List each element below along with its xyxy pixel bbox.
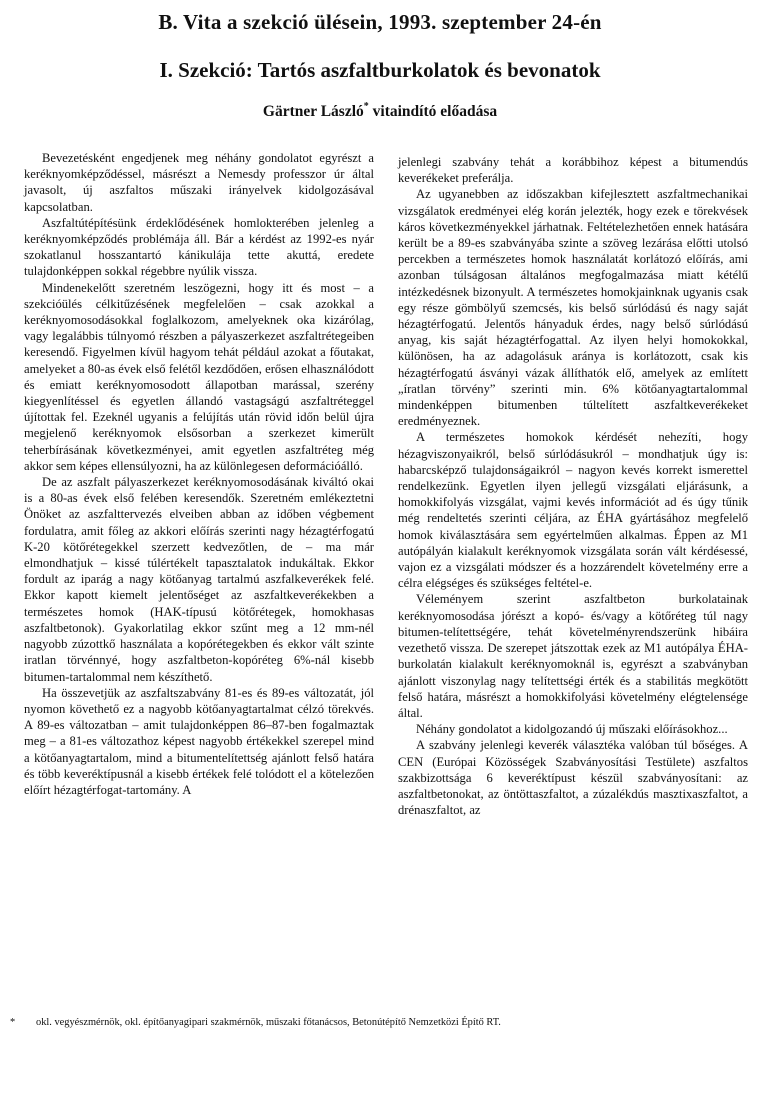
speaker-suffix: vitaindító előadása [368, 103, 498, 120]
paragraph: Néhány gondolatot a kidolgozandó új műszaki előírásokhoz... [416, 722, 728, 737]
paragraph: A természetes homokok kérdését nehezíti, hogy hézagviszonyaikról, belső súrlódásukról – mondhatjuk úgy is: habarcsképző tulajdonságaikról – nagyon kevés korrekt ismerettel rendelkezünk. Egyetlen ilyen jellegű vizsgálati eljárásunk, a homokkifolyás vizsgálat, vajmi kevés információt ad és úgy tűnik még rendeltetés szerinti céljára, az ÉHA gyártásához megfelelő homok kiválasztására sem egyértelműen alkalmas. Éppen az M1 autópályán kialakult keréknyomok vizsgálata során vált kérdésessé, vajon ez a vizsgálati módszer és a hozzárendelt követelmény erre a célra elégséges és szükséges feltétel-e. [398, 430, 748, 591]
footnote-marker: * [363, 101, 369, 112]
left-column [24, 150, 374, 798]
footnote-star: * [10, 1017, 16, 1028]
paragraph: De az aszfalt pályaszerkezet keréknyomosodásának kiváltó okai is a 80-as évek első felében keresendők. Szeretném emlékeztetni Önöket az aszfalttervezés elveiben abban az időben végbement fordulatra, amit főleg az akkori előírás szerinti nagy hézagtérfogatú K-20 kötőrétegekkel szerzett kedvezőtlen, de – ma már elmondhatjuk – kissé túlértékelt tapasztalatok indukáltak. Ekkor fordult az iparág a nagy kötőanyag tartalmú aszfalkeverékek felé. Ekkor kapott kiemelt jelentőséget az aszfaltkeverékekben a természetes homok (HAK-típusú kötőrétegek, homokhasas aszfaltbetonok). Gyakorlatilag ekkor szűnt meg a 12 mm-nél nagyobb zúzottkő használata a kopórétegekben és ekkor vált szinte iratlan törvénnyé, hogy aszfaltbeton-kopóréteg 6%-nál kisebb bitumen-tartalommal nem készíthető. [24, 475, 374, 684]
paragraph: Bevezetésként engedjenek meg néhány gondolatot egyrészt a keréknyomképződéssel, másrészt a Nemesdy professzor úr által javasolt, új aszfaltos műszaki irányelvek kidolgozásával kapcsolatban. [24, 151, 374, 214]
section-title: I. Szekció: Tartós aszfaltburkolatok és bevonatok [159, 58, 601, 82]
speaker-name: Gärtner László [262, 103, 364, 120]
paragraph: Aszfaltútépítésünk érdeklődésének homlokterében jelenleg a keréknyomképződés problémája áll. Bár a kérdést az 1992-es nyár szokatlanul hosszantartó kánikulája tette akuttá, eredete tulajdonképpen sokkal régebbre nyúlik vissza. [24, 215, 374, 279]
paragraph: jelenlegi szabvány tehát a korábbihoz képest a bitumendús keverékeket preferálja. [398, 155, 748, 186]
footnote-text: okl. vegyészmérnök, okl. építőanyagipari szakmérnök, műszaki főtanácsos, Betonútépítő Nemzetközi Építő RT. [36, 1017, 501, 1028]
paragraph: Véleményem szerint aszfaltbeton burkolatainak keréknyomosodása jórészt a kopó- és/vagy a kötőréteg túl nagy bitumen-telítettségére, tehát követelményrendszerünk hibáira vezethető vissza. De szerepet játszottak ezek az M1 autópálya ÉHA-burkolatán kialakult keréknyomoknál is, egyrészt a szabványban ajánlott viszonylag nagy telítettségi érték és a stabilitás megkötött felső határa, másrészt a homokkifolyási követelmény elégtelensége által. [398, 592, 748, 720]
paragraph: Az ugyanebben az időszakban kifejlesztett aszfaltmechanikai vizsgálatok eredményei elég korán jelezték, hogy ezek e törekvések káros következményekkel járhatnak. Feltételezhetően ennek hatására került be a 89-es szabványába szinte a szöveg lezárása előtti utolsó percekben a természetes homok használatát korlátozó előírás, ami azonban túlságosan általános megfogalmazása miatt kétélű intézkedésnek bizonyult. A természetes homokjainknak ugyanis csak egy része gömbölyű szemcsés, kis belső súrlódású és nagy saját hézagtérfogatú. Jelentős hányaduk érdes, nagy belső súrlódású anyag, kis saját hézagtérfogattal. Az ilyen helyi homokokkal, különösen, ha az adagolásuk aránya is korlátozott, csak kis hézagtérfogatú ásványi vázak állíthatók elő, amelyek az említett „íratlan törvény” szerinti min. 6% kötőanyagtartalommal mindenképpen bitumenben túltelített aszfaltkeverékeket eredményeznek. [398, 187, 748, 429]
paragraph: A szabvány jelenlegi keverék választéka valóban túl bőséges. A CEN (Európai Közösségek Szabványosítási Testülete) aszfaltos szakbizottsága 6 keveréktípust készül szabványosítani: az aszfaltbetonokat, az öntöttaszfaltot, a zúzalékdús masztixaszfaltot, a drénaszfaltot, az [398, 738, 748, 818]
speaker-heading [0, 101, 760, 121]
chapter-title: B. Vita a szekció ülésein, 1993. szeptember 24-én [158, 10, 602, 34]
paragraph: Ha összevetjük az aszfaltszabvány 81-es és 89-es változatát, jól nyomon követhető ez a nagyobb kötőanyagtartalmat célzó törekvés. A 89-es változatban – amit tulajdonképpen 86–87-ben fogalmaztak meg – a 81-es változathoz képest nagyobb értékekkel szerepel mind a kötőanyagtartalom, mind a bitumentelítettség ajánlott felső határa és több keveréktípusnál a kisebb értékek felé tolódott el a kötelezően előírt hézagtérfogat-tartomány. A [24, 685, 374, 797]
paragraph: Mindenekelőtt szeretném leszögezni, hogy itt és most – a szekcióülés célkitűzésének megfelelően – csak azokkal a keréknyomosodásokkal foglalkozom, amelyeknek oka kizárólag, vagy legalábbis túlnyomó részben a pályaszerkezet aszfaltrétegeiben keresendő. Figyelmen kívül hagyom tehát például azokat a főutakat, amelyeket a 80-as évek első felétől kezdődően, erősen elhasználódott és emiatt keréknyomosodott állapotban marással, szerény kiegyenlítéssel és egyetlen állandó vastagságú aszfaltréteggel újítottak fel. Ezeknél ugyanis a felújítás után rövid időn belül újra megjelenő keréknyomok elsősorban a szerkezet kimerült teherbírásának következményei, amit egyetlen aszfaltréteg még akkor sem képes ellensúlyozni, ha az különlegesen deformációálló. [24, 280, 374, 473]
right-column [398, 154, 748, 818]
